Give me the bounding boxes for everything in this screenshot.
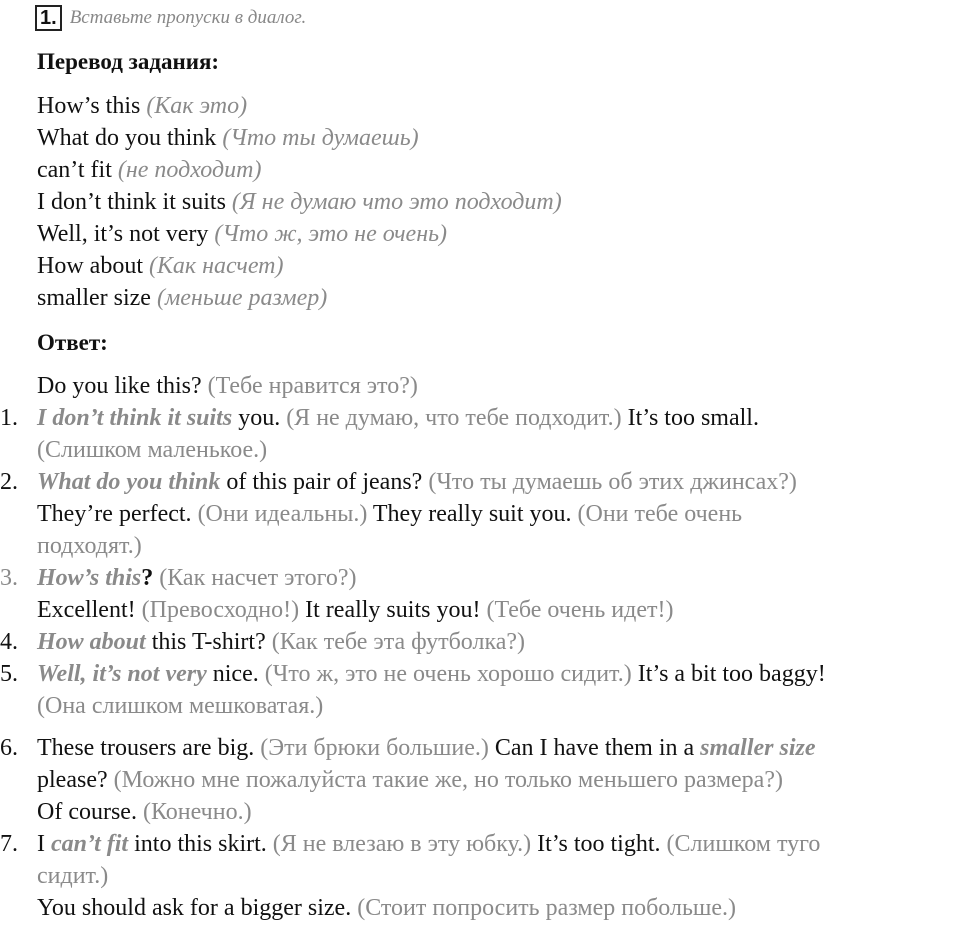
item-number: 2.: [0, 469, 18, 495]
translation-title: Перевод задания:: [37, 49, 220, 74]
gap-fill: I don’t think it suits: [37, 405, 233, 431]
translation-item: What do you think (Что ты думаешь): [37, 125, 419, 151]
translation-item: can’t fit (не подходит): [37, 157, 262, 183]
gap-fill: How about: [37, 629, 146, 655]
gap-fill: What do you think: [37, 469, 221, 495]
item-number: 7.: [0, 831, 18, 857]
item-number: 6.: [0, 735, 18, 761]
gap-fill: can’t fit: [51, 831, 129, 857]
gap-fill: Well, it’s not very: [37, 661, 207, 687]
translation-item: smaller size (меньше размер): [37, 285, 328, 311]
answer-title: Ответ:: [37, 330, 108, 355]
item-number: 5.: [0, 661, 18, 687]
exercise-instruction: Вставьте пропуски в диалог.: [69, 7, 307, 28]
exercise-header: [35, 4, 306, 32]
item-number: 3.: [0, 565, 18, 591]
gap-fill: smaller size: [700, 735, 816, 761]
item-number: 1.: [0, 405, 18, 431]
translation-item: How about (Как насчет): [37, 253, 284, 279]
translation-item: I don’t think it suits (Я не думаю что это подходит): [37, 189, 562, 215]
translation-item: Well, it’s not very (Что ж, это не очень): [37, 221, 448, 247]
answer-intro: Do you like this? (Тебе нравится это?): [37, 373, 418, 399]
exercise-number: 1.: [35, 5, 62, 31]
translation-item: How’s this (Как это): [37, 93, 248, 119]
gap-fill: How’s this: [37, 565, 142, 591]
item-number: 4.: [0, 629, 18, 655]
